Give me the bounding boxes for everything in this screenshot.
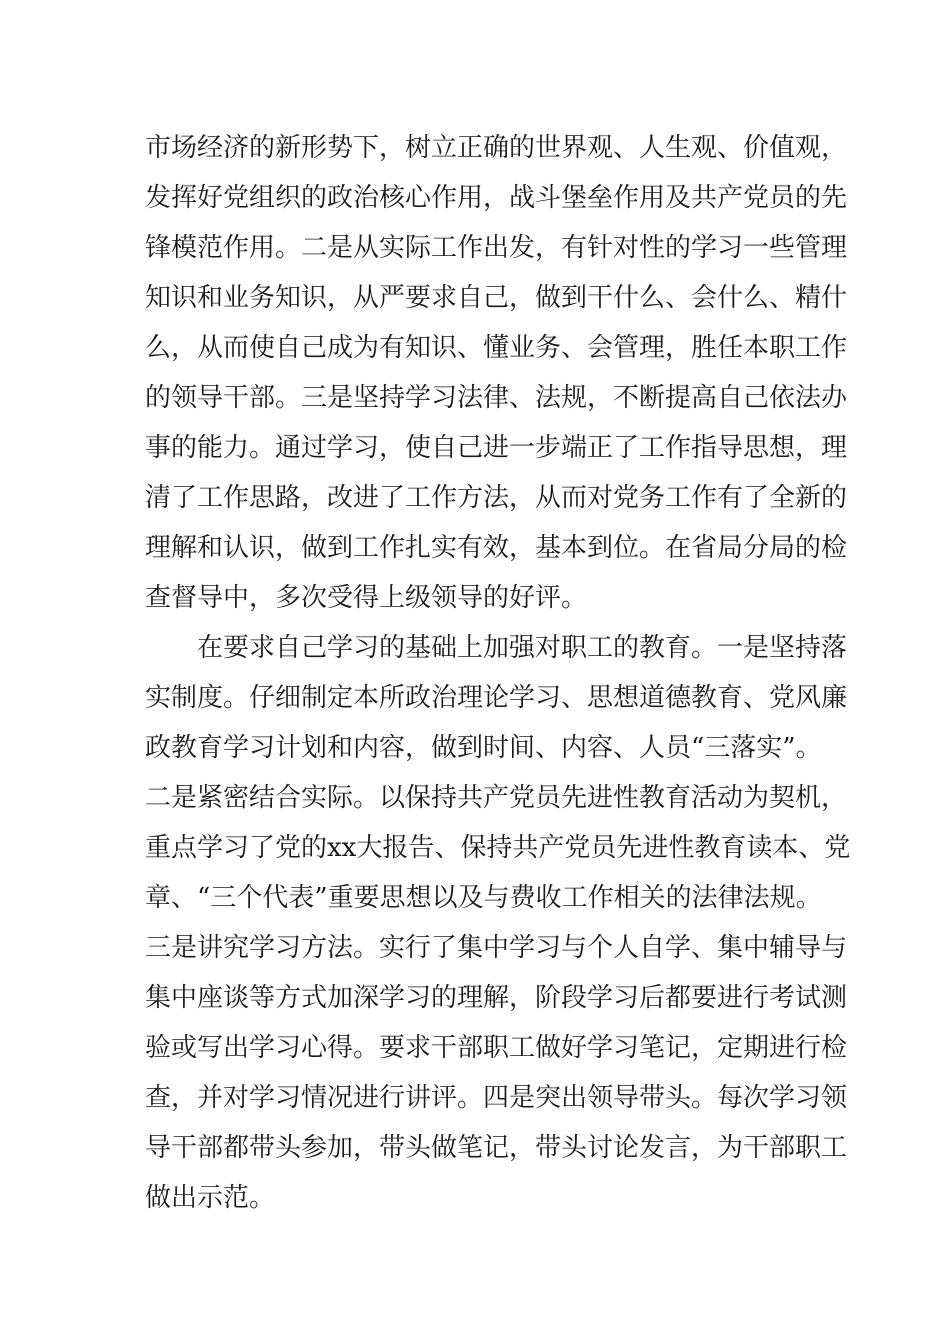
paragraph-line: 做出示范。 [145, 1183, 276, 1213]
paragraph-line: 导干部都带头参加，带头做笔记，带头讨论发言，为干部职工 [145, 1133, 848, 1163]
paragraph-line: 的领导干部。三是坚持学习法律、法规，不断提高自己依法办 [145, 383, 848, 413]
paragraph-line: 章、“三个代表”重要思想以及与费收工作相关的法律法规。 [145, 883, 822, 913]
paragraph-line: 清了工作思路，改进了工作方法，从而对党务工作有了全新的 [145, 483, 848, 513]
paragraph-line: 政教育学习计划和内容，做到时间、内容、人员“三落实”。 [145, 733, 822, 763]
paragraph-line: 么，从而使自己成为有知识、懂业务、会管理，胜任本职工作 [145, 333, 848, 363]
paragraph-line: 实制度。仔细制定本所政治理论学习、思想道德教育、党风廉 [145, 683, 848, 713]
paragraph-line: 锋模范作用。二是从实际工作出发，有针对性的学习一些管理 [145, 233, 848, 263]
paragraph-1 [145, 123, 848, 623]
paragraph-line: 三是讲究学习方法。实行了集中学习与个人自学、集中辅导与 [145, 933, 848, 963]
paragraph-line: 市场经济的新形势下，树立正确的世界观、人生观、价值观， [145, 133, 848, 163]
paragraph-line: 理解和认识，做到工作扎实有效，基本到位。在省局分局的检 [145, 533, 848, 563]
paragraph-line: 在要求自己学习的基础上加强对职工的教育。一是坚持落 [197, 633, 848, 663]
paragraph-line: 验或写出学习心得。要求干部职工做好学习笔记，定期进行检 [145, 1033, 848, 1063]
paragraph-line: 重点学习了党的xx大报告、保持共产党员先进性教育读本、党 [145, 833, 851, 863]
paragraph-2 [145, 623, 851, 1223]
paragraph-line: 二是紧密结合实际。以保持共产党员先进性教育活动为契机， [145, 783, 848, 813]
paragraph-line: 查，并对学习情况进行讲评。四是突出领导带头。每次学习领 [145, 1083, 848, 1113]
paragraph-line: 事的能力。通过学习，使自己进一步端正了工作指导思想，理 [145, 433, 848, 463]
paragraph-line: 集中座谈等方式加深学习的理解，阶段学习后都要进行考试测 [145, 983, 848, 1013]
paragraph-line: 知识和业务知识，从严要求自己，做到干什么、会什么、精什 [145, 283, 848, 313]
paragraph-line: 查督导中，多次受得上级领导的好评。 [145, 583, 588, 613]
paragraph-line: 发挥好党组织的政治核心作用，战斗堡垒作用及共产党员的先 [145, 183, 848, 213]
